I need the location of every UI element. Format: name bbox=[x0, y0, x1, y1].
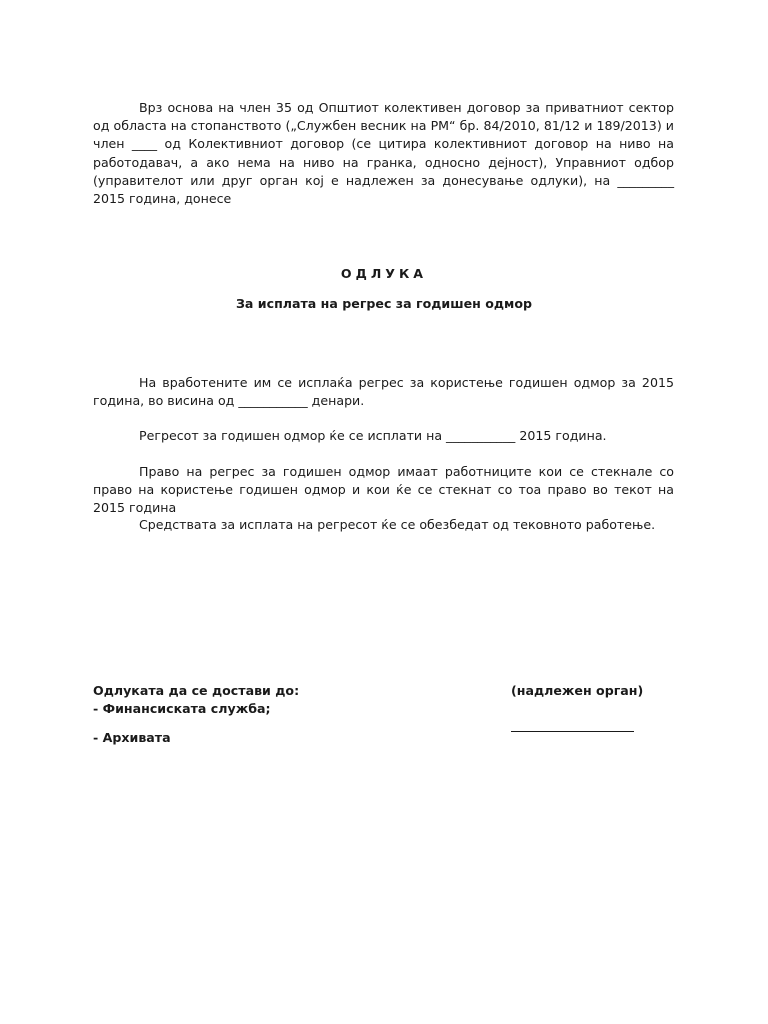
paragraph-funding: Средствата за исплата на регресот ќе се обезбедат од тековното работење. bbox=[139, 517, 656, 532]
paragraph-eligibility: Право на регрес за годишен одмор имаат работниците кои се стекнале со право на користење годишен одмор и кои ќе се стекнат со тоа право во текот на 2015 година bbox=[93, 464, 674, 516]
intro-paragraph: Врз основа на член 35 од Општиот колективен договор за приватниот сектор од областа на стопанството („Службен весник на РМ“ бр. 84/2010, 81/12 и 189/2013) и член ____ од Колективниот договор (се цитира колективниот договор на ниво на работодавач, а ако нема на ниво на гранка, односно дејност), Управниот одбор (управителот или друг орган кој е надлежен за донесување одлуки), на _________ 2015 година, донесе bbox=[93, 100, 674, 207]
delivery-heading: Одлуката да се достави до: bbox=[93, 683, 300, 698]
authority-label: (надлежен орган) bbox=[511, 683, 644, 698]
recipient-archive: - Архивата bbox=[93, 730, 171, 746]
document-subtitle: За исплата на регрес за годишен одмор bbox=[235, 296, 533, 311]
paragraph-amount: На вработените им се исплаќа регрес за користење годишен одмор за 2015 година, во висина од ___________ денари. bbox=[93, 375, 674, 409]
recipient-finance: - Финансиската служба; bbox=[93, 701, 271, 717]
spacer bbox=[93, 718, 299, 729]
document-title: ОДЛУКА bbox=[340, 266, 428, 281]
delivery-block bbox=[93, 682, 299, 748]
paragraph-payment-date: Регресот за годишен одмор ќе се исплати на ___________ 2015 година. bbox=[139, 428, 607, 443]
signature-line bbox=[511, 731, 634, 732]
